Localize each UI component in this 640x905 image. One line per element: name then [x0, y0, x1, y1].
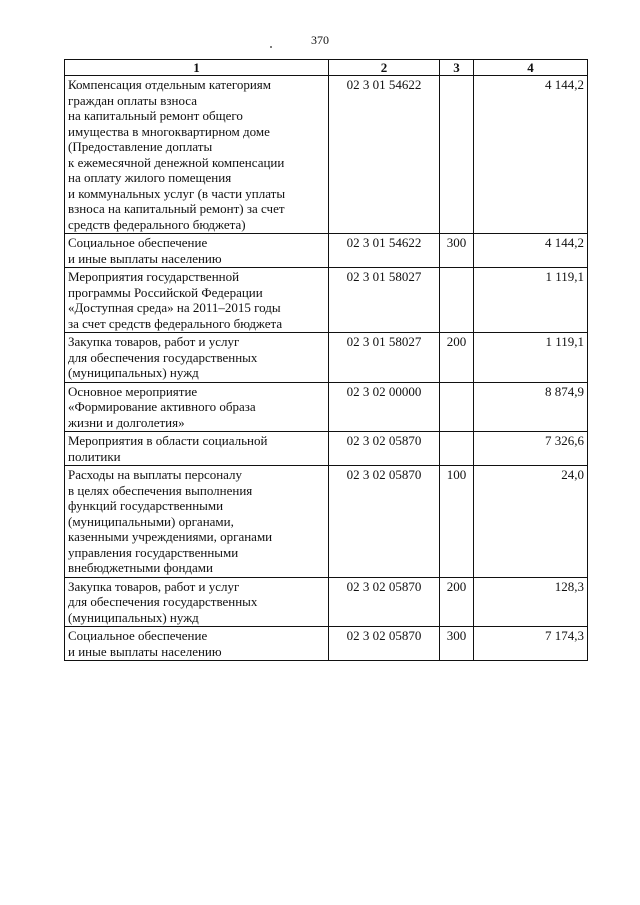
row-name: Закупка товаров, работ и услуг для обеспечения государственных (муниципальных) нужд [65, 333, 329, 383]
table-row [65, 76, 588, 234]
row-kind [440, 76, 474, 234]
row-code: 02 3 01 54622 [329, 76, 440, 234]
row-kind [440, 382, 474, 432]
row-kind: 300 [440, 627, 474, 661]
row-kind: 200 [440, 333, 474, 383]
header-row [65, 60, 588, 76]
row-name: Социальное обеспечение и иные выплаты населению [65, 234, 329, 268]
row-amount: 1 119,1 [474, 333, 588, 383]
header-col-2: 2 [329, 60, 440, 76]
row-kind: 300 [440, 234, 474, 268]
header-col-4: 4 [474, 60, 588, 76]
row-kind: 100 [440, 466, 474, 578]
row-amount: 4 144,2 [474, 234, 588, 268]
row-name: Мероприятия государственной программы Российской Федерации «Доступная среда» на 2011–2015 годы за счет средств федерального бюджета [65, 268, 329, 333]
table-row [65, 234, 588, 268]
row-name: Расходы на выплаты персоналу в целях обеспечения выполнения функций государственными (муниципальными) органами, казенными учреждениями, органами управления государственными внебюджетными фондами [65, 466, 329, 578]
row-amount: 7 174,3 [474, 627, 588, 661]
row-kind [440, 432, 474, 466]
row-amount: 4 144,2 [474, 76, 588, 234]
row-code: 02 3 01 58027 [329, 268, 440, 333]
row-code: 02 3 02 05870 [329, 466, 440, 578]
table-row [65, 432, 588, 466]
table-row [65, 268, 588, 333]
row-name: Основное мероприятие «Формирование активного образа жизни и долголетия» [65, 382, 329, 432]
row-code: 02 3 02 05870 [329, 577, 440, 627]
row-code: 02 3 02 00000 [329, 382, 440, 432]
row-kind: 200 [440, 577, 474, 627]
row-amount: 24,0 [474, 466, 588, 578]
row-amount: 128,3 [474, 577, 588, 627]
row-code: 02 3 02 05870 [329, 432, 440, 466]
page-number: 370 [311, 33, 329, 47]
row-name: Мероприятия в области социальной политики [65, 432, 329, 466]
row-code: 02 3 01 54622 [329, 234, 440, 268]
scan-speck [270, 46, 272, 48]
row-kind [440, 268, 474, 333]
table-row [65, 333, 588, 383]
row-amount: 8 874,9 [474, 382, 588, 432]
header-col-1: 1 [65, 60, 329, 76]
row-amount: 7 326,6 [474, 432, 588, 466]
header-col-3: 3 [440, 60, 474, 76]
row-code: 02 3 01 58027 [329, 333, 440, 383]
table-row [65, 627, 588, 661]
table-row [65, 466, 588, 578]
row-code: 02 3 02 05870 [329, 627, 440, 661]
table-row [65, 577, 588, 627]
row-name: Закупка товаров, работ и услуг для обеспечения государственных (муниципальных) нужд [65, 577, 329, 627]
row-name: Компенсация отдельным категориям граждан оплаты взноса на капитальный ремонт общего имущества в многоквартирном доме (Предоставление доплаты к ежемесячной денежной компенсации на оплату жилого помещения и коммунальных услуг (в части уплаты взноса на капитальный ремонт) за счет средств федерального бюджета) [65, 76, 329, 234]
budget-table [64, 59, 588, 661]
row-name: Социальное обеспечение и иные выплаты населению [65, 627, 329, 661]
row-amount: 1 119,1 [474, 268, 588, 333]
table-row [65, 382, 588, 432]
